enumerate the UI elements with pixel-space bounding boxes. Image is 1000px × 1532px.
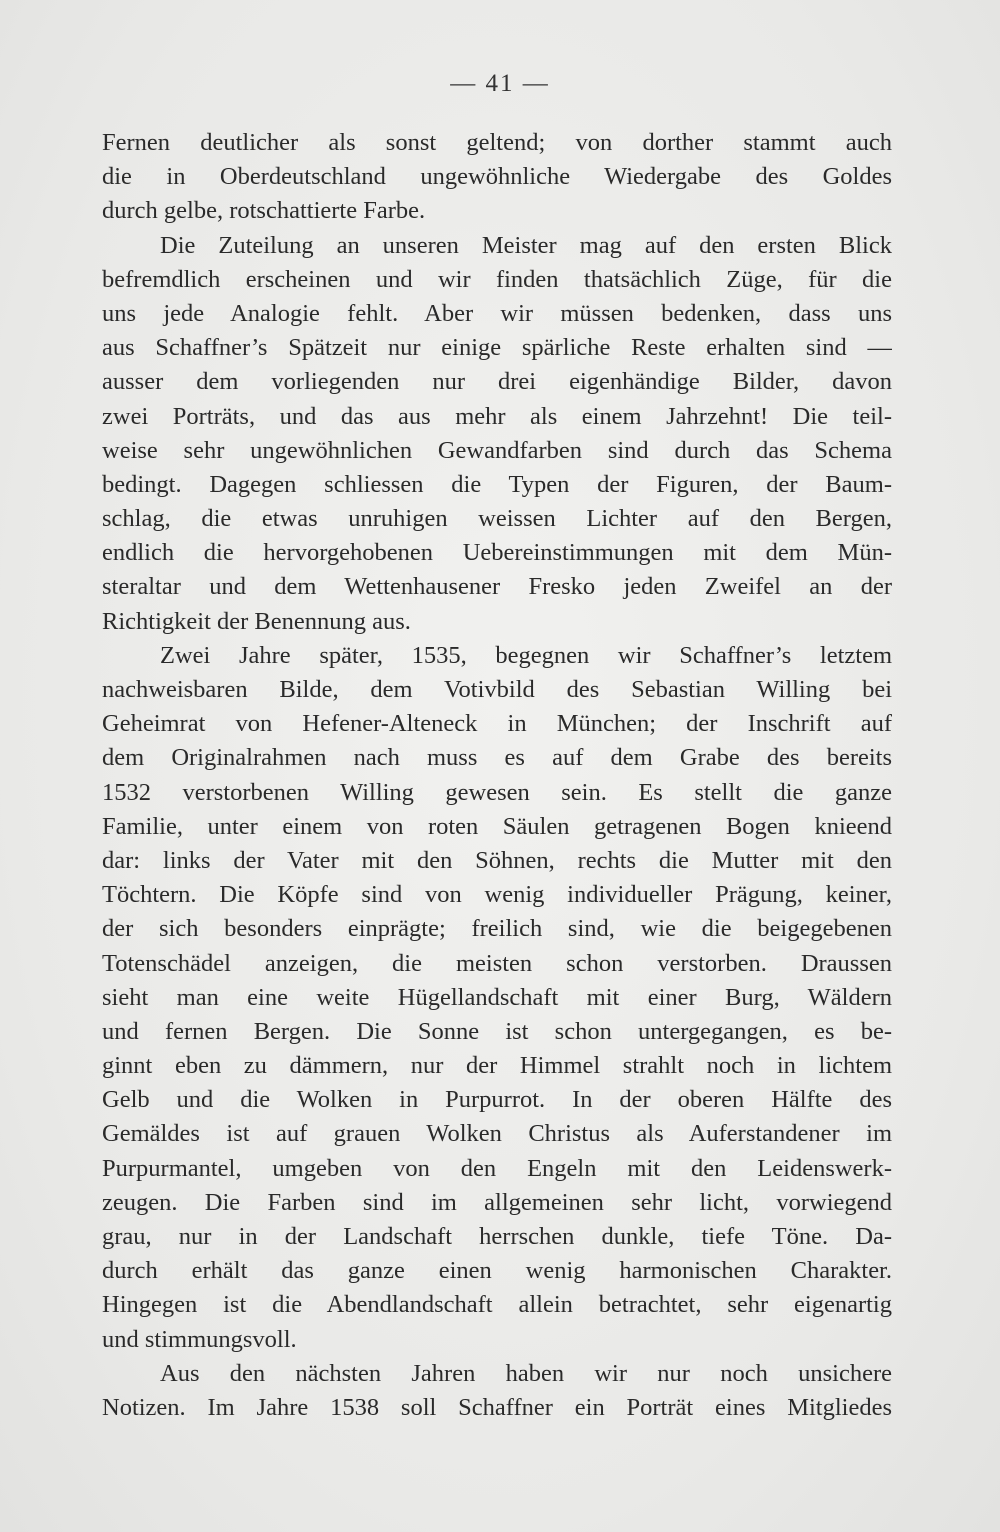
- text-line: Töchtern. Die Köpfe sind von wenig individueller Prägung, keiner,: [102, 881, 892, 909]
- text-line: Totenschädel anzeigen, die meisten schon verstorben. Draussen: [102, 949, 892, 977]
- text-line: Zwei Jahre später, 1535, begegnen wir Schaffner’s letztem: [160, 641, 892, 669]
- text-line: aus Schaffner’s Spätzeit nur einige spärliche Reste erhalten sind —: [102, 334, 892, 362]
- text-line: Purpurmantel, umgeben von den Engeln mit den Leidenswerk-: [102, 1154, 892, 1182]
- body-text: [102, 126, 892, 1425]
- text-line: Notizen. Im Jahre 1538 soll Schaffner ein Porträt eines Mitgliedes: [102, 1393, 892, 1421]
- paragraph: [102, 126, 892, 229]
- text-line: weise sehr ungewöhnlichen Gewandfarben sind durch das Schema: [102, 436, 892, 464]
- text-line: Aus den nächsten Jahren haben wir nur noch unsichere: [160, 1359, 892, 1387]
- text-line: Die Zuteilung an unseren Meister mag auf den ersten Blick: [160, 231, 892, 259]
- text-line: Richtigkeit der Benennung aus.: [102, 607, 411, 635]
- text-line: der sich besonders einprägte; freilich sind, wie die beigegebenen: [102, 915, 892, 943]
- paragraph: [102, 639, 892, 1357]
- text-line: schlag, die etwas unruhigen weissen Lichter auf den Bergen,: [102, 505, 892, 533]
- text-line: zeugen. Die Farben sind im allgemeinen sehr licht, vorwiegend: [102, 1188, 892, 1216]
- text-line: Geheimrat von Hefener-Alteneck in München; der Inschrift auf: [102, 710, 892, 738]
- text-line: endlich die hervorgehobenen Uebereinstimmungen mit dem Mün-: [102, 539, 892, 567]
- text-line: 1532 verstorbenen Willing gewesen sein. Es stellt die ganze: [102, 778, 892, 806]
- paragraph: [102, 229, 892, 639]
- text-line: durch erhält das ganze einen wenig harmonischen Charakter.: [102, 1257, 892, 1285]
- text-line: und fernen Bergen. Die Sonne ist schon untergegangen, es be-: [102, 1017, 892, 1045]
- text-line: ausser dem vorliegenden nur drei eigenhändige Bilder, davon: [102, 368, 892, 396]
- text-line: Gemäldes ist auf grauen Wolken Christus als Auferstandener im: [102, 1120, 892, 1148]
- text-line: uns jede Analogie fehlt. Aber wir müssen bedenken, dass uns: [102, 299, 892, 327]
- text-line: bedingt. Dagegen schliessen die Typen der Figuren, der Baum-: [102, 470, 892, 498]
- text-line: Hingegen ist die Abendlandschaft allein betrachtet, sehr eigenartig: [102, 1291, 892, 1319]
- paragraph: [102, 1357, 892, 1425]
- text-line: befremdlich erscheinen und wir finden thatsächlich Züge, für die: [102, 265, 892, 293]
- text-line: dar: links der Vater mit den Söhnen, rechts die Mutter mit den: [102, 846, 892, 874]
- text-line: Familie, unter einem von roten Säulen getragenen Bogen knieend: [102, 812, 892, 840]
- text-line: zwei Porträts, und das aus mehr als einem Jahrzehnt! Die teil-: [102, 402, 892, 430]
- text-line: nachweisbaren Bilde, dem Votivbild des Sebastian Willing bei: [102, 676, 892, 703]
- text-line: dem Originalrahmen nach muss es auf dem Grabe des bereits: [102, 744, 892, 772]
- text-line: durch gelbe, rotschattierte Farbe.: [102, 197, 426, 225]
- text-line: Fernen deutlicher als sonst geltend; von dorther stammt auch: [102, 129, 892, 156]
- page-number: — 41 —: [450, 70, 550, 97]
- text-line: grau, nur in der Landschaft herrschen dunkle, tiefe Töne. Da-: [102, 1223, 892, 1250]
- text-line: die in Oberdeutschland ungewöhnliche Wiedergabe des Goldes: [102, 163, 892, 191]
- text-line: steraltar und dem Wettenhausener Fresko jeden Zweifel an der: [102, 573, 892, 601]
- text-line: und stimmungsvoll.: [102, 1325, 297, 1353]
- text-line: Gelb und die Wolken in Purpurrot. In der oberen Hälfte des: [102, 1086, 892, 1114]
- text-line: ginnt eben zu dämmern, nur der Himmel strahlt noch in lichtem: [102, 1052, 892, 1080]
- text-line: sieht man eine weite Hügellandschaft mit einer Burg, Wäldern: [102, 983, 892, 1011]
